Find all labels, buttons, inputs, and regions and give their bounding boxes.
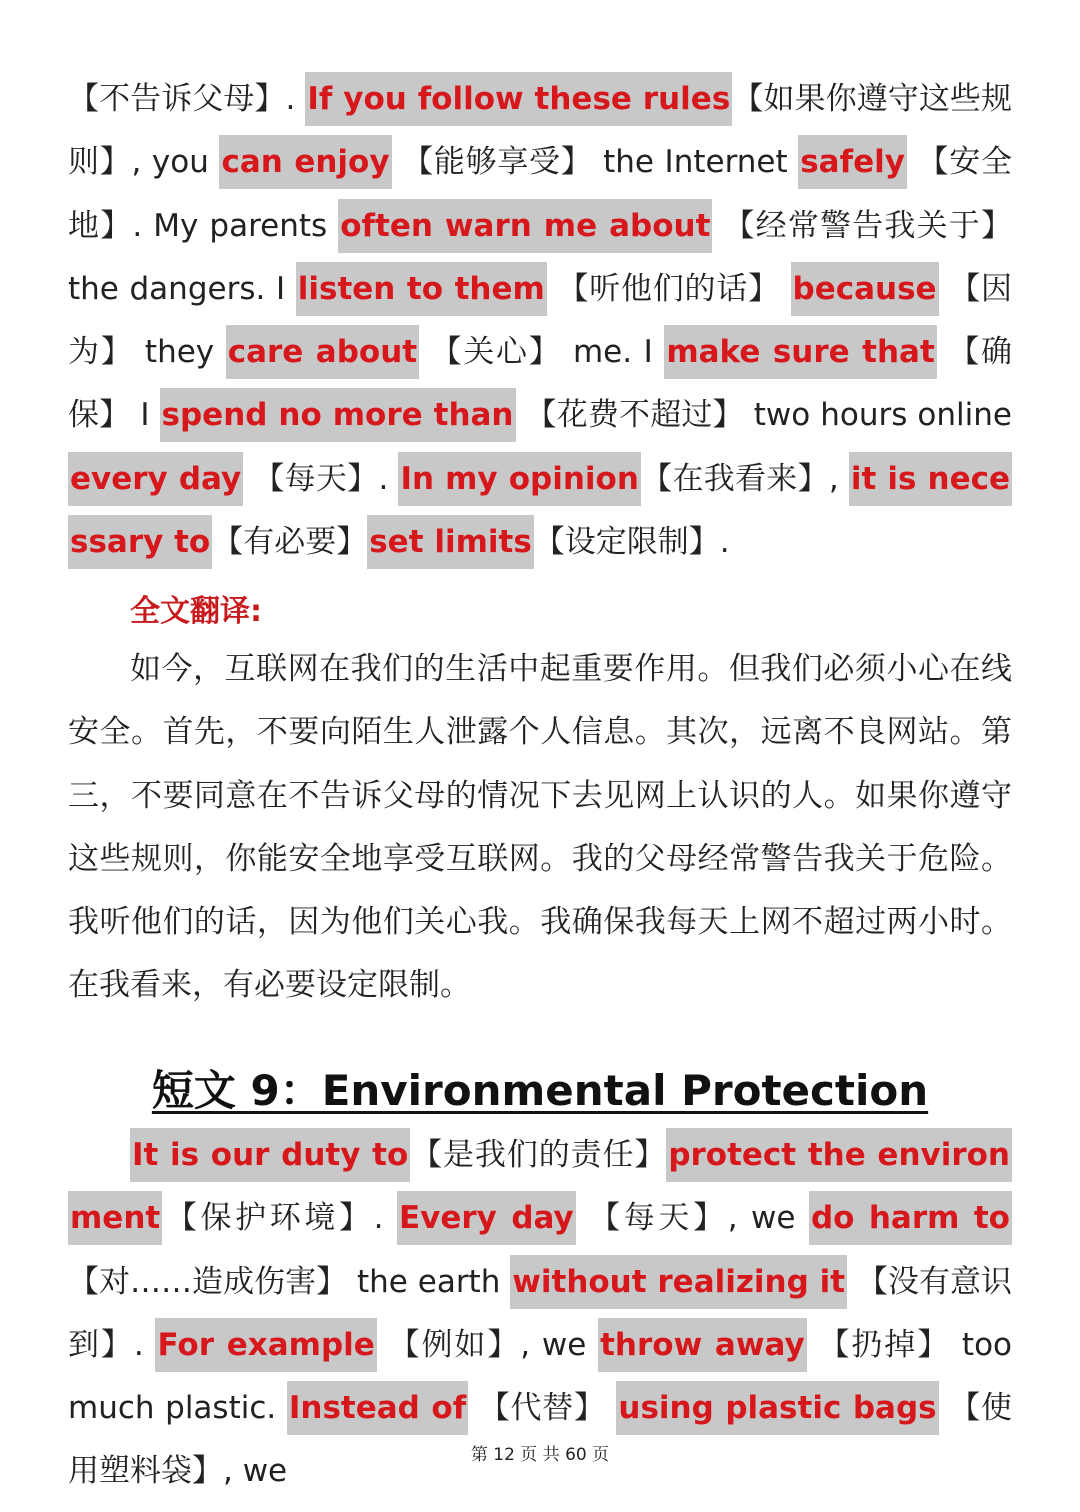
plain-text: 【如果你遵守这些规则】, you <box>68 81 1013 181</box>
translation-paragraph: 如今，互联网在我们的生活中起重要作用。但我们必须小心在线安全。首先，不要向陌生人泄露个人信息。其次，远离不良网站。第三，不要同意在不告诉父母的情况下去见网上认识的人。如果你遵守这些规则，你能安全地享受互联网。我的父母经常警告我关于危险。我听他们的话，因为他们关心我。我确保我每天上网不超过两小时。在我看来，有必要设定限制。 <box>68 651 1012 1004</box>
highlighted-phrase: listen to them <box>296 262 547 316</box>
highlighted-phrase: it is necessary to <box>68 452 1012 569</box>
plain-text: 【有必要】 <box>212 524 368 561</box>
plain-text: 【在我看来】, <box>640 460 849 497</box>
plain-text: 【是我们的责任】 <box>410 1137 667 1173</box>
highlighted-phrase: without realizing it <box>510 1255 847 1309</box>
plain-text: 【保护环境】. <box>162 1200 397 1237</box>
highlighted-phrase: set limits <box>367 515 534 569</box>
plain-text: 【花费不超过】 two hours online <box>515 397 1012 434</box>
highlighted-phrase: For example <box>155 1318 376 1372</box>
section-title-text: 短文 9：Environmental Protection <box>151 1066 929 1115</box>
highlighted-phrase: throw away <box>598 1318 807 1372</box>
plain-text: 【听他们的话】 <box>546 270 791 307</box>
highlighted-phrase: care about <box>226 325 419 379</box>
highlighted-phrase: Instead of <box>287 1381 468 1435</box>
plain-text: 【经常警告我关于】 the dangers. I <box>68 207 1012 307</box>
highlighted-phrase: It is our duty to <box>130 1128 410 1182</box>
highlighted-phrase: In my opinion <box>398 452 640 506</box>
plain-text: 【能够享受】 the Internet <box>391 144 799 181</box>
highlighted-phrase: Every day <box>397 1191 576 1245</box>
plain-text: 【没有意识到】. <box>68 1263 1012 1363</box>
highlighted-phrase: do harm to <box>809 1191 1012 1245</box>
highlighted-phrase: If you follow these rules <box>305 72 732 126</box>
plain-text: 【代替】 <box>468 1390 617 1427</box>
plain-text: 【例如】, we <box>376 1326 599 1363</box>
highlighted-phrase: make sure that <box>664 325 936 379</box>
plain-text: 【使用塑料袋】, we <box>68 1390 1012 1490</box>
plain-text: 【因为】 they <box>68 270 1012 371</box>
translation-heading: 全文翻译: <box>130 594 262 629</box>
plain-text: 【关心】 me. I <box>419 334 665 371</box>
page-footer: 第 12 页 共 60 页 <box>470 1445 610 1465</box>
section-title <box>0 1058 1080 1118</box>
plain-text: 【设定限制】. <box>533 524 730 561</box>
highlighted-phrase: safely <box>798 135 907 189</box>
paragraph-passage-8-end <box>68 68 1012 574</box>
plain-text: 【对……造成伤害】 the earth <box>68 1263 511 1300</box>
plain-text: 【每天】. <box>243 460 399 497</box>
highlighted-phrase: every day <box>68 452 243 506</box>
plain-text: 【安全地】. My parents <box>68 144 1012 244</box>
highlighted-phrase: protect the environment <box>68 1128 1012 1245</box>
highlighted-phrase: often warn me about <box>338 199 712 253</box>
plain-text: 【不告诉父母】. <box>68 81 306 117</box>
highlighted-phrase: using plastic bags <box>616 1381 938 1435</box>
highlighted-phrase: spend no more than <box>160 388 516 442</box>
plain-text: 【每天】, we <box>575 1200 809 1237</box>
plain-text: 【扔掉】 too much plastic. <box>68 1326 1013 1427</box>
highlighted-phrase: can enjoy <box>219 135 391 189</box>
plain-text: 【确保】 I <box>68 334 1013 434</box>
highlighted-phrase: because <box>791 262 939 316</box>
